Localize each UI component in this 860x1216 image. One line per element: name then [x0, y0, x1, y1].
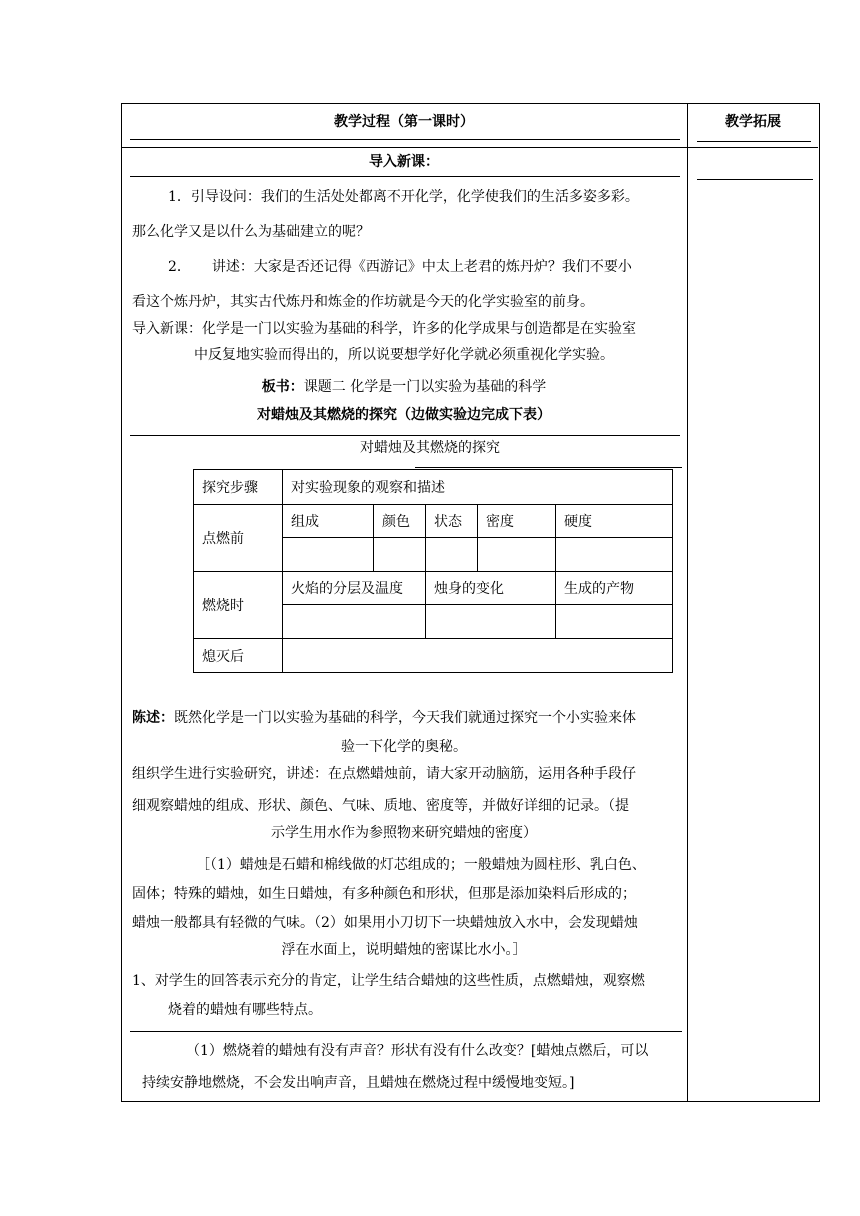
- intro-underline: [130, 176, 680, 177]
- col-color: 颜色: [374, 505, 426, 538]
- extension-underline: [697, 179, 813, 180]
- empty-cell: [478, 538, 556, 572]
- col-products: 生成的产物: [556, 572, 673, 605]
- question-line1: （1）燃烧着的蜡烛有没有声音？形状有没有什么改变？[蜡烛点燃后，可以: [186, 1043, 649, 1059]
- intro-p3-line2: 中反复地实验而得出的，所以说要想学好化学就必须重视化学实验。: [194, 347, 614, 363]
- empty-cell: [374, 538, 426, 572]
- before-lighting-cell: 点燃前: [194, 505, 283, 572]
- body-underline: [130, 1031, 682, 1032]
- lesson-process-header: 教学过程（第一课时）: [334, 114, 474, 130]
- empty-cell: [283, 639, 673, 673]
- observation-header-cell: 对实验现象的观察和描述: [283, 470, 673, 505]
- explore-heading: 对蜡烛及其燃烧的探究（边做实验边完成下表）: [257, 407, 551, 423]
- col-density: 密度: [478, 505, 556, 538]
- after-extinguish-cell: 熄灭后: [194, 639, 283, 673]
- answer-line4: 浮在水面上，说明蜡烛的密谋比水小。］: [281, 942, 527, 958]
- answer-line1: ［（1）蜡烛是石蜡和棉线做的灯芯组成的；一般蜡烛为圆柱形、乳白色、: [196, 857, 646, 873]
- statement-line1: [132, 708, 636, 728]
- intro-p3-line1: 导入新课：化学是一门以实验为基础的科学，许多的化学成果与创造都是在实验室: [132, 321, 636, 337]
- statement-line2: 验一下化学的奥秘。: [341, 739, 467, 755]
- intro-p2-line1: 2． 讲述：大家是否还记得《西游记》中太上老君的炼丹炉？我们不要小: [168, 259, 632, 275]
- col-hardness: 硬度: [556, 505, 673, 538]
- board-label: 板书：: [261, 379, 304, 395]
- affirm-line1: 1、对学生的回答表示充分的肯定，让学生结合蜡烛的这些性质，点燃蜡烛，观察燃: [132, 973, 645, 989]
- affirm-line2: 烧着的蜡烛有哪些特点。: [168, 1002, 322, 1018]
- col-composition: 组成: [283, 505, 374, 538]
- organize-line3: 示学生用水作为参照物来研究蜡烛的密度）: [271, 825, 537, 841]
- question-line2: 持续安静地燃烧，不会发出响声音，且蜡烛在燃烧过程中缓慢地变短。]: [142, 1075, 575, 1091]
- board-writing: [121, 377, 687, 397]
- empty-cell: [283, 605, 426, 639]
- statement-label: 陈述：: [132, 710, 174, 726]
- header-underline-right: [697, 141, 811, 142]
- step-header-cell: 探究步骤: [194, 470, 283, 505]
- answer-line2: 固体；特殊的蜡烛，如生日蜡烛，有多种颜色和形状，但那是添加染料后形成的；: [132, 886, 636, 902]
- empty-cell: [556, 538, 673, 572]
- header-row-border: [121, 147, 818, 148]
- empty-cell: [556, 605, 673, 639]
- while-burning-cell: 燃烧时: [194, 572, 283, 639]
- intro-p1-line1: 1．引导设问：我们的生活处处都离不开化学，化学使我们的生活多姿多彩。: [168, 189, 639, 205]
- explore-underline: [130, 435, 680, 436]
- empty-cell: [283, 538, 374, 572]
- organize-line2: 细观察蜡烛的组成、形状、颜色、气味、质地、密度等，并做好详细的记录。（提: [132, 798, 629, 814]
- col-flame-layers: 火焰的分层及温度: [283, 572, 426, 605]
- empty-cell: [426, 538, 478, 572]
- empty-cell: [426, 605, 556, 639]
- intro-p2-line2: 看这个炼丹炉，其实古代炼丹和炼金的作坊就是今天的化学实验室的前身。: [132, 294, 594, 310]
- organize-line1: 组织学生进行实验研究，讲述：在点燃蜡烛前，请大家开动脑筋，运用各种手段仔: [132, 766, 636, 782]
- col-candle-change: 烛身的变化: [426, 572, 556, 605]
- intro-p1-line2: 那么化学又是以什么为基础建立的呢？: [132, 224, 370, 240]
- table-caption: 对蜡烛及其燃烧的探究: [360, 440, 500, 456]
- candle-inquiry-table: [193, 469, 673, 673]
- board-text: 课题二 化学是一门以实验为基础的科学: [303, 379, 547, 395]
- intro-heading: 导入新课：: [369, 154, 439, 170]
- header-underline-left: [130, 139, 680, 140]
- caption-underline: [415, 467, 682, 468]
- column-divider: [687, 103, 688, 1101]
- statement-text: 既然化学是一门以实验为基础的科学，今天我们就通过探究一个小实验来体: [174, 710, 636, 726]
- teaching-extension-header: 教学拓展: [725, 114, 781, 130]
- answer-line3: 蜡烛一般都具有轻微的气味。（2）如果用小刀切下一块蜡烛放入水中，会发现蜡烛: [132, 915, 638, 931]
- col-state: 状态: [426, 505, 478, 538]
